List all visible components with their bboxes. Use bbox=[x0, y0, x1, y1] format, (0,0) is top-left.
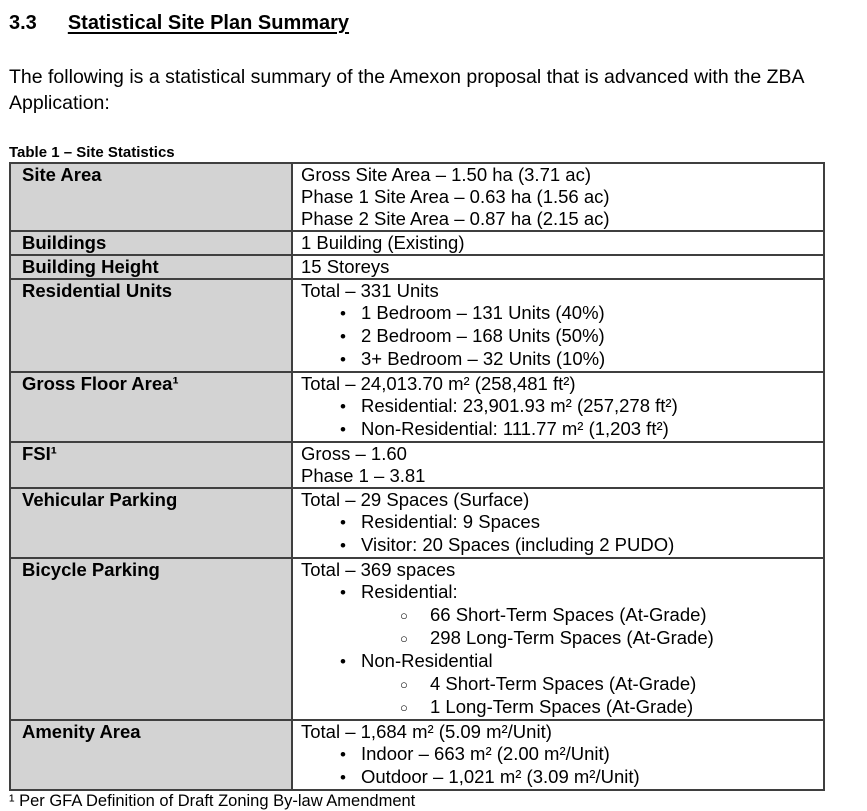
site-statistics-table bbox=[9, 162, 825, 791]
row-label: Site Area bbox=[10, 163, 292, 231]
bullet-icon: • bbox=[340, 768, 346, 787]
value-line bbox=[301, 511, 819, 534]
value-line bbox=[301, 395, 819, 418]
value-text: 298 Long-Term Spaces (At-Grade) bbox=[430, 627, 714, 648]
value-text: Non-Residential: 111.77 m² (1,203 ft²) bbox=[361, 418, 669, 439]
row-value bbox=[292, 279, 824, 372]
value-text: Gross – 1.60 bbox=[301, 443, 407, 464]
value-line bbox=[301, 743, 819, 766]
value-line bbox=[301, 465, 819, 487]
value-line bbox=[301, 673, 819, 696]
row-label: Residential Units bbox=[10, 279, 292, 372]
value-line bbox=[301, 604, 819, 627]
row-value bbox=[292, 442, 824, 488]
value-text: Total – 1,684 m² (5.09 m²/Unit) bbox=[301, 721, 552, 742]
value-line bbox=[301, 489, 819, 511]
table-row bbox=[10, 720, 824, 790]
circle-bullet-icon: ○ bbox=[400, 677, 408, 692]
value-line bbox=[301, 443, 819, 465]
value-text: 1 Long-Term Spaces (At-Grade) bbox=[430, 696, 694, 717]
row-label: Amenity Area bbox=[10, 720, 292, 790]
row-value bbox=[292, 372, 824, 442]
row-label: Gross Floor Area¹ bbox=[10, 372, 292, 442]
value-text: 15 Storeys bbox=[301, 256, 390, 277]
value-line bbox=[301, 627, 819, 650]
value-line bbox=[301, 232, 819, 254]
table-row bbox=[10, 231, 824, 255]
bullet-icon: • bbox=[340, 583, 346, 602]
table-row bbox=[10, 255, 824, 279]
circle-bullet-icon: ○ bbox=[400, 631, 408, 646]
value-line bbox=[301, 280, 819, 302]
circle-bullet-icon: ○ bbox=[400, 608, 408, 623]
bullet-icon: • bbox=[340, 513, 346, 532]
bullet-icon: • bbox=[340, 745, 346, 764]
bullet-icon: • bbox=[340, 327, 346, 346]
intro-paragraph: The following is a statistical summary of the Amexon proposal that is advanced with the ZBA Application: bbox=[9, 66, 804, 114]
value-text: Non-Residential bbox=[361, 650, 493, 671]
row-label: Vehicular Parking bbox=[10, 488, 292, 558]
value-line bbox=[301, 696, 819, 719]
value-text: Residential: bbox=[361, 581, 458, 602]
table-caption: Table 1 – Site Statistics bbox=[9, 144, 175, 161]
value-text: Outdoor – 1,021 m² (3.09 m²/Unit) bbox=[361, 766, 640, 787]
value-text: Indoor – 663 m² (2.00 m²/Unit) bbox=[361, 743, 610, 764]
value-text: Phase 1 – 3.81 bbox=[301, 465, 426, 486]
bullet-icon: • bbox=[340, 397, 346, 416]
value-line bbox=[301, 208, 819, 230]
value-text: Total – 369 spaces bbox=[301, 559, 456, 580]
value-line bbox=[301, 256, 819, 278]
value-line bbox=[301, 721, 819, 743]
value-text: 3+ Bedroom – 32 Units (10%) bbox=[361, 348, 606, 369]
value-line bbox=[301, 534, 819, 557]
value-text: Phase 1 Site Area – 0.63 ha (1.56 ac) bbox=[301, 186, 610, 207]
row-value bbox=[292, 163, 824, 231]
value-line bbox=[301, 418, 819, 441]
value-text: Residential: 9 Spaces bbox=[361, 511, 540, 532]
section-title: Statistical Site Plan Summary bbox=[67, 12, 350, 34]
value-text: Total – 29 Spaces (Surface) bbox=[301, 489, 530, 510]
row-label: Bicycle Parking bbox=[10, 558, 292, 720]
value-text: 4 Short-Term Spaces (At-Grade) bbox=[430, 673, 697, 694]
footnote: ¹ Per GFA Definition of Draft Zoning By-law Amendment bbox=[9, 792, 416, 810]
bullet-icon: • bbox=[340, 536, 346, 555]
value-line bbox=[301, 581, 819, 604]
value-line bbox=[301, 559, 819, 581]
value-text: 1 Bedroom – 131 Units (40%) bbox=[361, 302, 605, 323]
row-value bbox=[292, 558, 824, 720]
value-line bbox=[301, 325, 819, 348]
section-number: 3.3 bbox=[9, 12, 37, 34]
bullet-icon: • bbox=[340, 652, 346, 671]
value-text: Residential: 23,901.93 m² (257,278 ft²) bbox=[361, 395, 678, 416]
row-value bbox=[292, 255, 824, 279]
value-text: Gross Site Area – 1.50 ha (3.71 ac) bbox=[301, 164, 591, 185]
row-value bbox=[292, 720, 824, 790]
row-value bbox=[292, 488, 824, 558]
value-line bbox=[301, 766, 819, 789]
value-line bbox=[301, 302, 819, 325]
bullet-icon: • bbox=[340, 420, 346, 439]
table-row bbox=[10, 372, 824, 442]
value-line bbox=[301, 373, 819, 395]
table-row bbox=[10, 442, 824, 488]
row-label: Building Height bbox=[10, 255, 292, 279]
value-line bbox=[301, 164, 819, 186]
value-text: Total – 24,013.70 m² (258,481 ft²) bbox=[301, 373, 576, 394]
section-heading bbox=[9, 12, 867, 35]
value-text: Total – 331 Units bbox=[301, 280, 439, 301]
row-label: FSI¹ bbox=[10, 442, 292, 488]
value-text: Phase 2 Site Area – 0.87 ha (2.15 ac) bbox=[301, 208, 610, 229]
table-row bbox=[10, 163, 824, 231]
value-line bbox=[301, 186, 819, 208]
value-text: Visitor: 20 Spaces (including 2 PUDO) bbox=[361, 534, 675, 555]
table-row bbox=[10, 558, 824, 720]
circle-bullet-icon: ○ bbox=[400, 700, 408, 715]
table-row bbox=[10, 279, 824, 372]
table-row bbox=[10, 488, 824, 558]
row-label: Buildings bbox=[10, 231, 292, 255]
bullet-icon: • bbox=[340, 304, 346, 323]
row-value bbox=[292, 231, 824, 255]
site-statistics-table-body bbox=[10, 163, 824, 790]
value-text: 2 Bedroom – 168 Units (50%) bbox=[361, 325, 605, 346]
bullet-icon: • bbox=[340, 350, 346, 369]
value-text: 66 Short-Term Spaces (At-Grade) bbox=[430, 604, 707, 625]
value-text: 1 Building (Existing) bbox=[301, 232, 465, 253]
value-line bbox=[301, 650, 819, 673]
value-line bbox=[301, 348, 819, 371]
